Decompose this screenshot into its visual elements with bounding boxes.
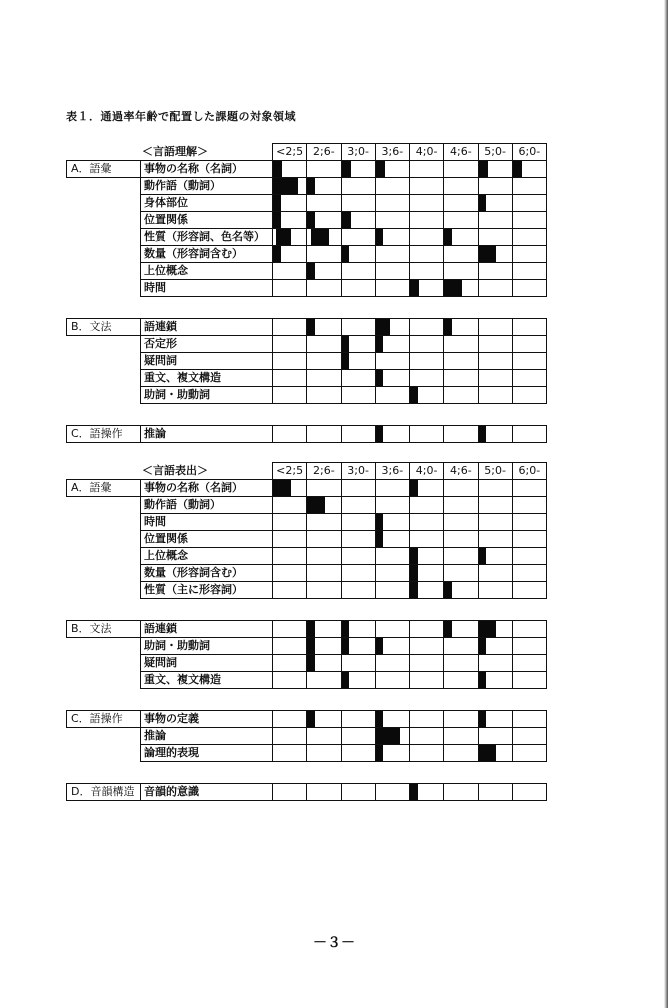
grid-cell — [512, 783, 547, 801]
grid-cell — [512, 335, 547, 353]
row-label: 音韻的意識 — [140, 783, 273, 801]
grid-cell — [478, 564, 513, 582]
grid-cell — [512, 279, 547, 297]
grid-cell — [478, 352, 513, 370]
grid-cell — [443, 547, 478, 565]
age-column-header: 4;6- — [443, 462, 478, 480]
grid-cell — [443, 177, 478, 195]
grid-cell — [306, 194, 341, 212]
grid-cell — [306, 513, 341, 531]
pass-age-mark — [376, 336, 384, 352]
pass-age-mark — [376, 319, 390, 335]
grid-cell — [512, 479, 547, 497]
pass-age-mark — [444, 280, 462, 296]
age-column-header: 4;0- — [409, 462, 444, 480]
grid-cell — [512, 671, 547, 689]
grid-cell — [512, 228, 547, 246]
grid-cell — [375, 654, 410, 672]
grid-cell — [443, 386, 478, 404]
grid-cell — [512, 727, 547, 745]
row-label: 上位概念 — [140, 547, 273, 565]
grid-cell — [272, 654, 307, 672]
grid-cell — [272, 425, 307, 443]
grid-cell — [306, 564, 341, 582]
grid-cell — [409, 671, 444, 689]
age-column-header: 5;0- — [478, 143, 513, 161]
age-column-header: <2;5 — [272, 462, 307, 480]
grid-cell — [306, 386, 341, 404]
grid-cell — [272, 783, 307, 801]
grid-cell — [375, 620, 410, 638]
grid-cell — [409, 727, 444, 745]
grid-cell — [443, 352, 478, 370]
grid-cell — [375, 496, 410, 514]
age-column-header: 2;6- — [306, 462, 341, 480]
grid-cell — [512, 352, 547, 370]
pass-age-mark — [342, 353, 350, 369]
grid-cell — [512, 654, 547, 672]
pass-age-mark — [479, 426, 487, 442]
grid-cell — [409, 352, 444, 370]
grid-cell — [272, 496, 307, 514]
pass-age-mark — [444, 621, 452, 637]
grid-cell — [272, 386, 307, 404]
grid-cell — [272, 547, 307, 565]
grid-cell — [512, 744, 547, 762]
pass-age-mark — [273, 480, 291, 496]
grid-cell — [272, 671, 307, 689]
grid-cell — [443, 335, 478, 353]
grid-cell — [272, 369, 307, 387]
pass-age-mark — [479, 161, 488, 177]
age-column-header: 4;0- — [409, 143, 444, 161]
grid-cell — [512, 547, 547, 565]
pass-age-mark — [307, 638, 315, 654]
row-label: 数量（形容詞含む） — [140, 245, 273, 263]
section-heading: ＜言語表出＞ — [142, 464, 208, 477]
pass-age-mark — [307, 711, 315, 727]
grid-cell — [409, 637, 444, 655]
grid-cell — [272, 581, 307, 599]
grid-cell — [409, 335, 444, 353]
row-label: 上位概念 — [140, 262, 273, 280]
pass-age-mark — [376, 531, 384, 547]
row-label: 疑問詞 — [140, 654, 273, 672]
pass-age-mark — [342, 246, 350, 262]
grid-cell — [512, 386, 547, 404]
grid-cell — [443, 369, 478, 387]
table-title: 表１．通過率年齢で配置した課題の対象領域 — [66, 110, 296, 123]
grid-cell — [478, 581, 513, 599]
grid-cell — [478, 496, 513, 514]
grid-cell — [512, 369, 547, 387]
grid-cell — [375, 194, 410, 212]
grid-cell — [272, 727, 307, 745]
pass-age-mark — [513, 161, 522, 177]
row-label: 否定形 — [140, 335, 273, 353]
grid-cell — [409, 744, 444, 762]
grid-cell — [443, 496, 478, 514]
grid-cell — [443, 160, 478, 178]
pass-age-mark — [342, 212, 351, 228]
page-number: －３－ — [313, 935, 355, 951]
row-label: 時間 — [140, 279, 273, 297]
pass-age-mark — [410, 582, 418, 598]
pass-age-mark — [376, 370, 384, 386]
grid-cell — [272, 710, 307, 728]
age-column-header: 3;0- — [341, 462, 376, 480]
grid-cell — [512, 425, 547, 443]
grid-cell — [512, 513, 547, 531]
grid-cell — [341, 369, 376, 387]
grid-cell — [306, 245, 341, 263]
grid-cell — [341, 727, 376, 745]
row-label: 位置関係 — [140, 211, 273, 229]
pass-age-mark — [444, 319, 452, 335]
grid-cell — [306, 581, 341, 599]
pass-age-mark — [342, 621, 350, 637]
grid-cell — [341, 654, 376, 672]
grid-cell — [443, 564, 478, 582]
age-column-header: 3;6- — [375, 143, 410, 161]
grid-cell — [512, 262, 547, 280]
grid-cell — [478, 279, 513, 297]
row-label: 事物の名称（名詞） — [140, 160, 273, 178]
grid-cell — [341, 783, 376, 801]
grid-cell — [341, 386, 376, 404]
category-label: A．語彙 — [66, 160, 141, 178]
pass-age-mark — [410, 280, 419, 296]
age-column-header: 2;6- — [306, 143, 341, 161]
grid-cell — [409, 425, 444, 443]
row-label: 疑問詞 — [140, 352, 273, 370]
grid-cell — [512, 564, 547, 582]
grid-cell — [478, 530, 513, 548]
pass-age-mark — [479, 711, 487, 727]
pass-age-mark — [376, 229, 384, 245]
grid-cell — [478, 335, 513, 353]
grid-cell — [341, 479, 376, 497]
grid-cell — [306, 279, 341, 297]
grid-cell — [512, 211, 547, 229]
pass-age-mark — [376, 728, 401, 744]
grid-cell — [443, 530, 478, 548]
grid-cell — [272, 262, 307, 280]
grid-cell — [341, 279, 376, 297]
pass-age-mark — [479, 246, 497, 262]
grid-cell — [306, 727, 341, 745]
grid-cell — [341, 530, 376, 548]
grid-cell — [341, 744, 376, 762]
pass-age-mark — [479, 195, 487, 211]
pass-age-mark — [342, 336, 350, 352]
age-column-header: 3;0- — [341, 143, 376, 161]
grid-cell — [478, 177, 513, 195]
grid-cell — [478, 228, 513, 246]
grid-cell — [306, 479, 341, 497]
grid-cell — [341, 228, 376, 246]
grid-cell — [443, 744, 478, 762]
age-column-header: 5;0- — [478, 462, 513, 480]
grid-cell — [375, 211, 410, 229]
pass-age-mark — [342, 672, 350, 688]
pass-age-mark — [376, 161, 385, 177]
grid-cell — [375, 386, 410, 404]
grid-cell — [375, 479, 410, 497]
pass-age-mark — [273, 246, 281, 262]
pass-age-mark — [376, 426, 384, 442]
pass-age-mark — [376, 711, 384, 727]
grid-cell — [272, 637, 307, 655]
row-label: 位置関係 — [140, 530, 273, 548]
grid-cell — [272, 352, 307, 370]
grid-cell — [375, 279, 410, 297]
grid-cell — [512, 637, 547, 655]
row-label: 事物の定義 — [140, 710, 273, 728]
grid-cell — [375, 177, 410, 195]
pass-age-mark — [410, 565, 418, 581]
pass-age-mark — [376, 638, 384, 654]
row-label: 事物の名称（名詞） — [140, 479, 273, 497]
grid-cell — [375, 783, 410, 801]
grid-cell — [443, 194, 478, 212]
grid-cell — [478, 654, 513, 672]
grid-cell — [478, 783, 513, 801]
row-label: 性質（主に形容詞） — [140, 581, 273, 599]
grid-cell — [478, 513, 513, 531]
grid-cell — [375, 547, 410, 565]
pass-age-mark — [273, 195, 281, 211]
pass-age-mark — [273, 161, 282, 177]
grid-cell — [443, 211, 478, 229]
grid-cell — [478, 727, 513, 745]
grid-cell — [478, 479, 513, 497]
pass-age-mark — [311, 229, 329, 245]
age-column-header: 4;6- — [443, 143, 478, 161]
grid-cell — [306, 425, 341, 443]
row-label: 推論 — [140, 727, 273, 745]
section-heading: ＜言語理解＞ — [142, 145, 208, 158]
grid-cell — [272, 744, 307, 762]
row-label: 動作語（動詞） — [140, 496, 273, 514]
grid-cell — [478, 262, 513, 280]
row-label: 性質（形容詞、色名等） — [140, 228, 273, 246]
age-column-header: 6;0- — [512, 143, 547, 161]
row-label: 語連鎖 — [140, 318, 273, 336]
pass-age-mark — [342, 638, 350, 654]
grid-cell — [512, 710, 547, 728]
scan-edge — [664, 0, 668, 1008]
grid-cell — [341, 425, 376, 443]
grid-cell — [512, 318, 547, 336]
pass-age-mark — [307, 212, 315, 228]
grid-cell — [443, 671, 478, 689]
row-label: 身体部位 — [140, 194, 273, 212]
category-label: C．語操作 — [66, 425, 141, 443]
grid-cell — [272, 318, 307, 336]
grid-cell — [375, 352, 410, 370]
grid-cell — [409, 318, 444, 336]
grid-cell — [443, 479, 478, 497]
grid-cell — [341, 581, 376, 599]
grid-cell — [409, 245, 444, 263]
grid-cell — [409, 211, 444, 229]
grid-cell — [512, 496, 547, 514]
grid-cell — [306, 335, 341, 353]
grid-cell — [478, 369, 513, 387]
grid-cell — [443, 783, 478, 801]
row-label: 論理的表現 — [140, 744, 273, 762]
grid-cell — [272, 564, 307, 582]
category-label: B．文法 — [66, 620, 141, 638]
grid-cell — [375, 564, 410, 582]
pass-age-mark — [479, 638, 487, 654]
grid-cell — [409, 160, 444, 178]
pass-age-mark — [410, 548, 418, 564]
grid-cell — [341, 564, 376, 582]
grid-cell — [512, 620, 547, 638]
row-label: 助詞・助動詞 — [140, 637, 273, 655]
grid-cell — [512, 245, 547, 263]
grid-cell — [306, 671, 341, 689]
row-label: 語連鎖 — [140, 620, 273, 638]
grid-cell — [409, 228, 444, 246]
grid-cell — [272, 335, 307, 353]
pass-age-mark — [479, 745, 497, 761]
grid-cell — [409, 496, 444, 514]
grid-cell — [375, 262, 410, 280]
grid-cell — [306, 744, 341, 762]
pass-age-mark — [410, 480, 418, 496]
grid-cell — [409, 262, 444, 280]
age-column-header: 6;0- — [512, 462, 547, 480]
row-label: 推論 — [140, 425, 273, 443]
grid-cell — [306, 547, 341, 565]
category-label: C．語操作 — [66, 710, 141, 728]
grid-cell — [306, 352, 341, 370]
row-label: 助詞・助動詞 — [140, 386, 273, 404]
grid-cell — [341, 262, 376, 280]
row-label: 動作語（動詞） — [140, 177, 273, 195]
pass-age-mark — [307, 319, 315, 335]
pass-age-mark — [307, 178, 315, 194]
pass-age-mark — [479, 548, 487, 564]
row-label: 時間 — [140, 513, 273, 531]
pass-age-mark — [307, 263, 315, 279]
grid-cell — [341, 710, 376, 728]
grid-cell — [341, 177, 376, 195]
grid-cell — [341, 194, 376, 212]
grid-cell — [443, 654, 478, 672]
pass-age-mark — [444, 229, 452, 245]
grid-cell — [478, 318, 513, 336]
grid-cell — [409, 620, 444, 638]
grid-cell — [272, 513, 307, 531]
row-label: 重文、複文構造 — [140, 671, 273, 689]
category-label: B．文法 — [66, 318, 141, 336]
row-label: 数量（形容詞含む） — [140, 564, 273, 582]
grid-cell — [375, 581, 410, 599]
pass-age-mark — [307, 655, 315, 671]
age-column-header: <2;5 — [272, 143, 307, 161]
grid-cell — [409, 513, 444, 531]
grid-cell — [443, 245, 478, 263]
pass-age-mark — [276, 229, 290, 245]
grid-cell — [409, 369, 444, 387]
grid-cell — [375, 671, 410, 689]
pass-age-mark — [307, 497, 325, 513]
grid-cell — [512, 194, 547, 212]
grid-cell — [512, 581, 547, 599]
grid-cell — [512, 530, 547, 548]
pass-age-mark — [444, 582, 452, 598]
grid-cell — [341, 547, 376, 565]
pass-age-mark — [410, 784, 418, 800]
pass-age-mark — [307, 621, 315, 637]
pass-age-mark — [479, 672, 487, 688]
grid-cell — [409, 710, 444, 728]
grid-cell — [443, 727, 478, 745]
grid-cell — [306, 160, 341, 178]
grid-cell — [341, 496, 376, 514]
category-label: D．音韻構造 — [66, 783, 141, 801]
pass-age-mark — [376, 514, 384, 530]
grid-cell — [272, 279, 307, 297]
age-column-header: 3;6- — [375, 462, 410, 480]
pass-age-mark — [273, 212, 281, 228]
pass-age-mark — [342, 161, 351, 177]
grid-cell — [478, 211, 513, 229]
grid-cell — [512, 177, 547, 195]
grid-cell — [409, 654, 444, 672]
grid-cell — [409, 194, 444, 212]
grid-cell — [443, 513, 478, 531]
grid-cell — [443, 710, 478, 728]
grid-cell — [375, 245, 410, 263]
grid-cell — [306, 783, 341, 801]
grid-cell — [341, 318, 376, 336]
pass-age-mark — [479, 621, 497, 637]
grid-cell — [409, 530, 444, 548]
grid-cell — [306, 369, 341, 387]
grid-cell — [272, 620, 307, 638]
pass-age-mark — [410, 387, 418, 403]
category-label: A．語彙 — [66, 479, 141, 497]
grid-cell — [272, 530, 307, 548]
grid-cell — [443, 637, 478, 655]
grid-cell — [409, 177, 444, 195]
grid-cell — [478, 386, 513, 404]
grid-cell — [341, 513, 376, 531]
pass-age-mark — [273, 178, 298, 194]
grid-cell — [443, 425, 478, 443]
grid-cell — [306, 530, 341, 548]
row-label: 重文、複文構造 — [140, 369, 273, 387]
pass-age-mark — [376, 745, 384, 761]
grid-cell — [443, 262, 478, 280]
